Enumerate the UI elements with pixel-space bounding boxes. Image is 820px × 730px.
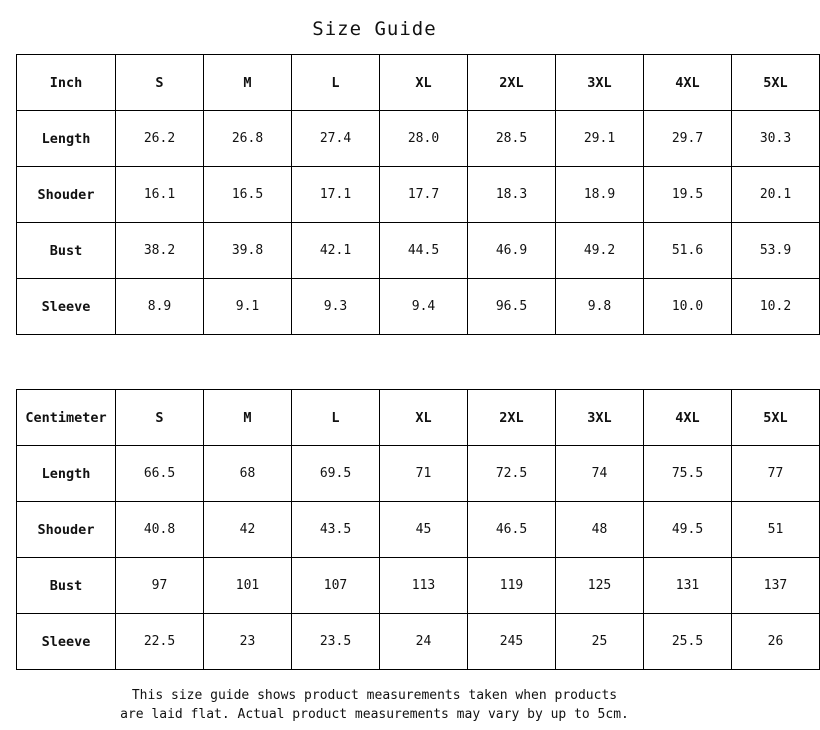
cell-value: 10.2 — [732, 279, 820, 335]
inch-table-container — [16, 54, 792, 335]
size-header-l: L — [292, 390, 380, 446]
cell-value: 45 — [380, 502, 468, 558]
table-row — [17, 111, 820, 167]
row-label-shouder: Shouder — [17, 502, 116, 558]
cell-value: 18.3 — [468, 167, 556, 223]
cell-value: 24 — [380, 614, 468, 670]
cell-value: 22.5 — [116, 614, 204, 670]
cell-value: 17.7 — [380, 167, 468, 223]
size-header-4xl: 4XL — [644, 390, 732, 446]
cell-value: 49.2 — [556, 223, 644, 279]
cell-value: 97 — [116, 558, 204, 614]
table-row — [17, 167, 820, 223]
row-label-shouder: Shouder — [17, 167, 116, 223]
cell-value: 17.1 — [292, 167, 380, 223]
cell-value: 71 — [380, 446, 468, 502]
cell-value: 137 — [732, 558, 820, 614]
centimeter-size-table — [16, 389, 820, 670]
footnote-line-1: This size guide shows product measurements taken when products — [131, 688, 618, 703]
cell-value: 119 — [468, 558, 556, 614]
row-label-length: Length — [17, 446, 116, 502]
size-header-3xl: 3XL — [556, 390, 644, 446]
cell-value: 20.1 — [732, 167, 820, 223]
table-row — [17, 446, 820, 502]
size-header-m: M — [204, 55, 292, 111]
table-header-row — [17, 55, 820, 111]
cell-value: 9.4 — [380, 279, 468, 335]
cell-value: 39.8 — [204, 223, 292, 279]
cell-value: 8.9 — [116, 279, 204, 335]
row-label-bust: Bust — [17, 223, 116, 279]
cell-value: 49.5 — [644, 502, 732, 558]
cell-value: 113 — [380, 558, 468, 614]
centimeter-table-container — [16, 389, 788, 670]
cell-value: 26 — [732, 614, 820, 670]
cell-value: 25 — [556, 614, 644, 670]
size-header-xl: XL — [380, 390, 468, 446]
table-row — [17, 614, 820, 670]
page-title: Size Guide — [312, 18, 437, 40]
footnote — [16, 670, 733, 724]
table-spacer — [16, 335, 733, 389]
cell-value: 101 — [204, 558, 292, 614]
cell-value: 69.5 — [292, 446, 380, 502]
cell-value: 66.5 — [116, 446, 204, 502]
cell-value: 29.1 — [556, 111, 644, 167]
cell-value: 18.9 — [556, 167, 644, 223]
cell-value: 42.1 — [292, 223, 380, 279]
cell-value: 28.5 — [468, 111, 556, 167]
table-row — [17, 502, 820, 558]
cell-value: 28.0 — [380, 111, 468, 167]
cell-value: 43.5 — [292, 502, 380, 558]
cell-value: 48 — [556, 502, 644, 558]
cell-value: 16.5 — [204, 167, 292, 223]
cell-value: 131 — [644, 558, 732, 614]
size-header-4xl: 4XL — [644, 55, 732, 111]
table-header-row — [17, 390, 820, 446]
cell-value: 26.2 — [116, 111, 204, 167]
cell-value: 42 — [204, 502, 292, 558]
size-header-xl: XL — [380, 55, 468, 111]
size-header-5xl: 5XL — [732, 55, 820, 111]
cell-value: 96.5 — [468, 279, 556, 335]
cell-value: 74 — [556, 446, 644, 502]
footnote-line-2: are laid flat. Actual product measurements may vary by up to 5cm. — [120, 707, 629, 722]
table-row — [17, 558, 820, 614]
cell-value: 245 — [468, 614, 556, 670]
cell-value: 27.4 — [292, 111, 380, 167]
cell-value: 46.5 — [468, 502, 556, 558]
row-label-sleeve: Sleeve — [17, 614, 116, 670]
size-header-5xl: 5XL — [732, 390, 820, 446]
cell-value: 44.5 — [380, 223, 468, 279]
cell-value: 26.8 — [204, 111, 292, 167]
cell-value: 9.3 — [292, 279, 380, 335]
cell-value: 75.5 — [644, 446, 732, 502]
cell-value: 38.2 — [116, 223, 204, 279]
size-header-2xl: 2XL — [468, 390, 556, 446]
cell-value: 16.1 — [116, 167, 204, 223]
cell-value: 10.0 — [644, 279, 732, 335]
cell-value: 9.8 — [556, 279, 644, 335]
cell-value: 40.8 — [116, 502, 204, 558]
inch-size-table — [16, 54, 820, 335]
cell-value: 77 — [732, 446, 820, 502]
cell-value: 53.9 — [732, 223, 820, 279]
size-header-s: S — [116, 55, 204, 111]
table-row — [17, 279, 820, 335]
unit-header-centimeter: Centimeter — [17, 390, 116, 446]
cell-value: 46.9 — [468, 223, 556, 279]
unit-header-inch: Inch — [17, 55, 116, 111]
cell-value: 107 — [292, 558, 380, 614]
size-header-2xl: 2XL — [468, 55, 556, 111]
size-header-m: M — [204, 390, 292, 446]
row-label-bust: Bust — [17, 558, 116, 614]
size-header-l: L — [292, 55, 380, 111]
cell-value: 23 — [204, 614, 292, 670]
cell-value: 9.1 — [204, 279, 292, 335]
cell-value: 68 — [204, 446, 292, 502]
cell-value: 19.5 — [644, 167, 732, 223]
size-header-3xl: 3XL — [556, 55, 644, 111]
cell-value: 23.5 — [292, 614, 380, 670]
row-label-sleeve: Sleeve — [17, 279, 116, 335]
cell-value: 30.3 — [732, 111, 820, 167]
table-row — [17, 223, 820, 279]
cell-value: 25.5 — [644, 614, 732, 670]
cell-value: 72.5 — [468, 446, 556, 502]
cell-value: 51 — [732, 502, 820, 558]
cell-value: 29.7 — [644, 111, 732, 167]
cell-value: 51.6 — [644, 223, 732, 279]
row-label-length: Length — [17, 111, 116, 167]
size-header-s: S — [116, 390, 204, 446]
cell-value: 125 — [556, 558, 644, 614]
